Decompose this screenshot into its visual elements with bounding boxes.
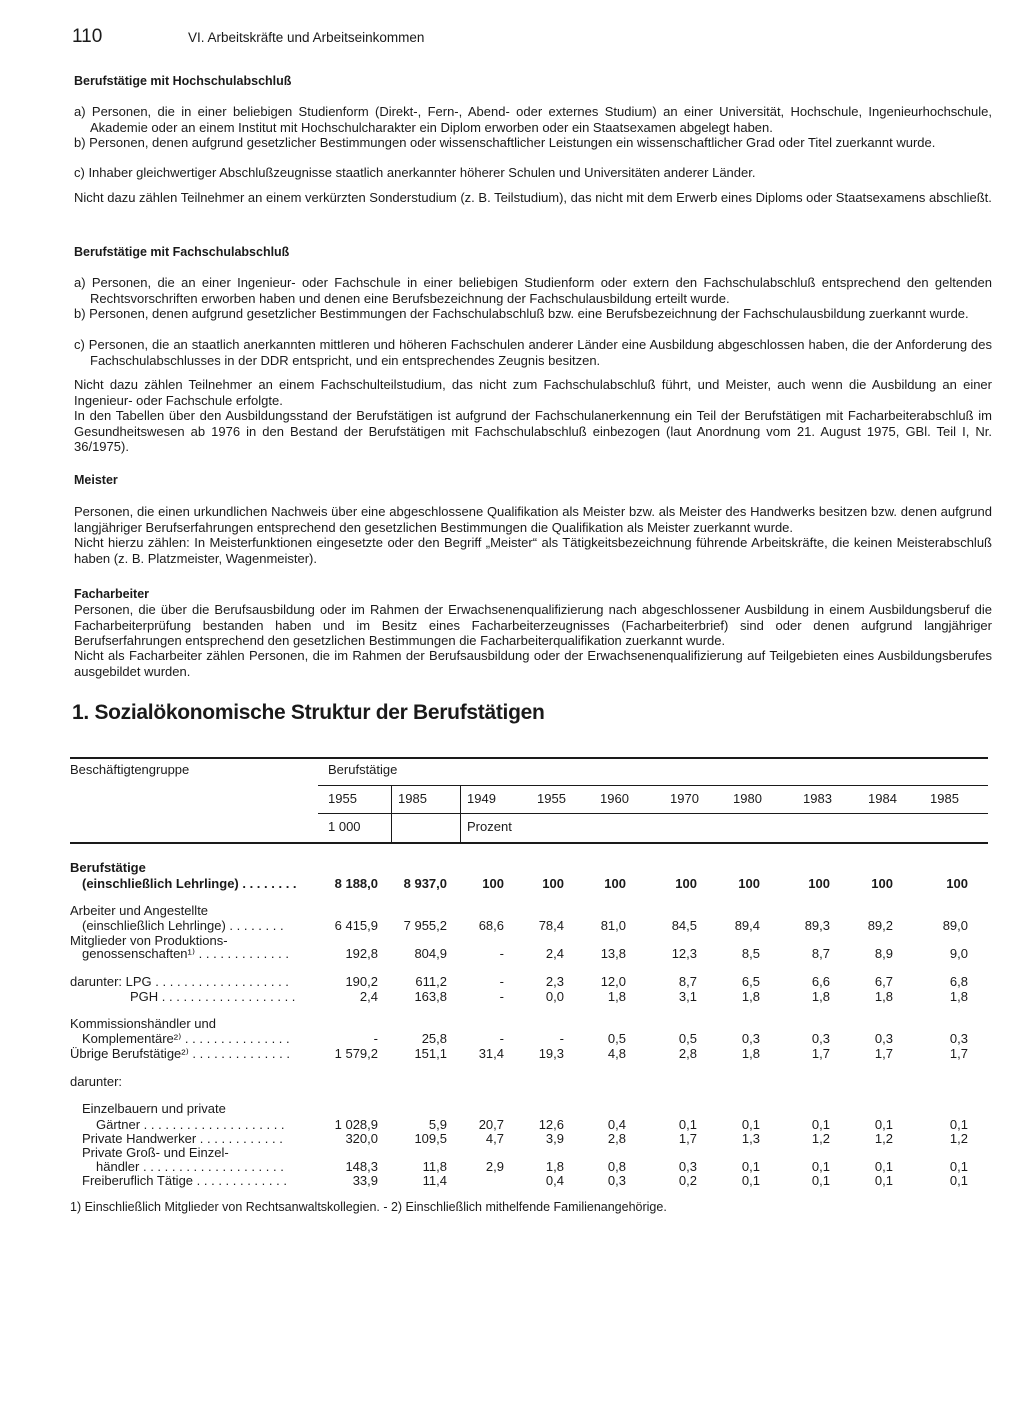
table-cell: 2,3 <box>545 974 564 989</box>
fachschule-note-2: In den Tabellen über den Ausbildungsstand der Berufstätigen ist aufgrund der Fachschulanerkennung ein Teil der Berufstätigen mit Facharbeiterabschluß im Gesundheitswesen ab 1976 in den Bestand der Berufstätigen mit Fachschulabschluß einbezogen (laut Anordnung vom 21. August 1975, GBl. Teil I, Nr. 36/1975). <box>74 408 992 454</box>
table-cell: 8,5 <box>741 946 760 961</box>
row-label-line1: Private Groß- und Einzel- <box>82 1145 229 1160</box>
table-cell: 1,7 <box>811 1046 830 1061</box>
year-header-3: 1955 <box>537 791 566 806</box>
table-cell: 4,7 <box>485 1131 504 1146</box>
table-year-rule <box>318 785 988 786</box>
table-cell: 804,9 <box>414 946 447 961</box>
table-cell: 100 <box>604 876 626 891</box>
table-cell: 0,1 <box>811 1159 830 1174</box>
table-cell: 0,0 <box>545 989 564 1004</box>
table-cell: 100 <box>946 876 968 891</box>
col-header-berufstaetige: Berufstätige <box>328 762 398 777</box>
table-cell: 0,3 <box>874 1031 893 1046</box>
year-header-9: 1985 <box>930 791 959 806</box>
table-top-rule <box>70 757 988 759</box>
row-label: Übrige Berufstätige²⁾ . . . . . . . . . . . . . . <box>70 1046 290 1061</box>
table-cell: 2,9 <box>485 1159 504 1174</box>
row-label: Gärtner . . . . . . . . . . . . . . . . . . . . <box>96 1117 285 1132</box>
table-cell: 1,2 <box>949 1131 968 1146</box>
table-cell: 148,3 <box>345 1159 378 1174</box>
row-label: darunter: <box>70 1074 123 1089</box>
table-cell: 0,8 <box>607 1159 626 1174</box>
year-header-5: 1970 <box>670 791 699 806</box>
table-cell: 8 937,0 <box>403 876 447 891</box>
table-cell: 12,3 <box>671 946 697 961</box>
table-cell: 1,8 <box>545 1159 564 1174</box>
unit-abs: 1 000 <box>328 819 361 834</box>
table-cell: 1,8 <box>741 1046 760 1061</box>
heading-facharbeiter: Facharbeiter <box>74 587 150 601</box>
table-cell: 8,9 <box>874 946 893 961</box>
table-cell: 1,2 <box>874 1131 893 1146</box>
table-cell: - <box>559 1031 564 1046</box>
table-cell: 611,2 <box>415 974 447 989</box>
heading-meister: Meister <box>74 473 118 487</box>
table-cell: 1,8 <box>607 989 626 1004</box>
table-cell: - <box>499 974 504 989</box>
table-cell: 25,8 <box>421 1031 447 1046</box>
table-cell: 5,9 <box>428 1117 447 1132</box>
hochschule-note: Nicht dazu zählen Teilnehmer an einem verkürzten Sonderstudium (z. B. Teilstudium), das nicht mit dem Erwerb eines Diploms oder Staatsexamens abschließt. <box>74 190 992 205</box>
table-cell: 78,4 <box>538 918 564 933</box>
table-cell: 163,8 <box>414 989 447 1004</box>
meister-p2: Nicht hierzu zählen: In Meisterfunktionen eingesetzte oder den Begriff „Meister“ als Tätigkeitsbezeichnung führende Arbeitskräfte, die keinen Meisterabschluß haben (z. B. Platzmeister, Wagenmeister). <box>74 535 992 566</box>
table-cell: 100 <box>482 876 504 891</box>
col-group-label: Beschäftigtengruppe <box>70 762 190 777</box>
row-label: (einschließlich Lehrlinge) . . . . . . . . <box>82 918 284 933</box>
col-divider-1985 <box>391 786 392 842</box>
fachschule-item-a: a) Personen, die an einer Ingenieur- oder Fachschule in einer beliebigen Studienform oder extern den Fachschulabschluß entsprechend den geltenden Rechtsvorschriften erworben haben und denen eine Berufsbezeichnung der Fachschulausbildung erteilt wurde. <box>74 275 992 306</box>
chapter-title: VI. Arbeitskräfte und Arbeitseinkommen <box>188 30 425 45</box>
table-cell: 1,8 <box>949 989 968 1004</box>
fachschule-item-c: c) Personen, die an staatlich anerkannten mittleren und höheren Fachschulen anderer Länder eine Ausbildung abgeschlossen haben, die der Anforderung des Fachschulabschlusses in der DDR entspricht, und ein entsprechendes Zeugnis besitzen. <box>74 337 992 368</box>
table-cell: 0,1 <box>874 1173 893 1188</box>
table-cell: 89,0 <box>942 918 968 933</box>
table-cell: 31,4 <box>478 1046 504 1061</box>
table-cell: 20,7 <box>478 1117 504 1132</box>
table-cell: 109,5 <box>414 1131 447 1146</box>
table-cell: 100 <box>542 876 564 891</box>
table-cell: 0,1 <box>949 1159 968 1174</box>
table-cell: 0,1 <box>874 1159 893 1174</box>
table-cell: 0,3 <box>949 1031 968 1046</box>
table-unit-rule <box>318 813 988 814</box>
table-cell: 12,0 <box>600 974 626 989</box>
table-cell: 0,1 <box>949 1173 968 1188</box>
heading-hochschule: Berufstätige mit Hochschulabschluß <box>74 74 292 88</box>
table-cell: 19,3 <box>538 1046 564 1061</box>
table-cell: 0,4 <box>607 1117 626 1132</box>
unit-pct: Prozent <box>467 819 512 834</box>
table-cell: 1,7 <box>874 1046 893 1061</box>
table-cell: - <box>499 1031 504 1046</box>
table-cell: 2,8 <box>678 1046 697 1061</box>
table-cell: 12,6 <box>538 1117 564 1132</box>
table-cell: 84,5 <box>671 918 697 933</box>
facharbeiter-p2: Nicht als Facharbeiter zählen Personen, die im Rahmen der Berufsausbildung oder der Erwachsenenqualifizierung auf Teilgebieten eines Ausbildungsberufes ausgebildet wurden. <box>74 648 992 679</box>
table-cell: 8,7 <box>678 974 697 989</box>
table-cell: 0,4 <box>545 1173 564 1188</box>
page-number: 110 <box>72 26 103 47</box>
table-cell: 81,0 <box>600 918 626 933</box>
table-cell: 1,7 <box>949 1046 968 1061</box>
table-title: 1. Sozialökonomische Struktur der Berufstätigen <box>72 701 545 724</box>
table-cell: 3,1 <box>678 989 697 1004</box>
year-header-8: 1984 <box>868 791 897 806</box>
table-cell: 1 028,9 <box>334 1117 378 1132</box>
table-cell: 0,5 <box>607 1031 626 1046</box>
facharbeiter-p1: Personen, die über die Berufsausbildung oder im Rahmen der Erwachsenenqualifizierung nach abgeschlossener Ausbildung in einem Ausbildungsberuf die Facharbeiterprüfung bestanden haben und im Besitz eines Facharbeiterzeugnisses (Facharbeiterbrief) sind oder denen aufgrund langjähriger Berufserfahrungen entsprechend den gesetzlichen Bestimmungen die Facharbeiterqualifikation zuerkannt wurde. <box>74 602 992 648</box>
table-cell: 9,0 <box>949 946 968 961</box>
table-cell: 0,3 <box>741 1031 760 1046</box>
table-cell: 0,3 <box>811 1031 830 1046</box>
table-cell: 2,4 <box>359 989 378 1004</box>
table-cell: 1,7 <box>678 1131 697 1146</box>
table-cell: 1,2 <box>811 1131 830 1146</box>
table-cell: 0,1 <box>678 1117 697 1132</box>
table-cell: 6,6 <box>811 974 830 989</box>
row-label: (einschließlich Lehrlinge) . . . . . . . . <box>82 876 297 891</box>
table-cell: 0,1 <box>811 1117 830 1132</box>
table-cell: - <box>499 989 504 1004</box>
table-cell: 68,6 <box>478 918 504 933</box>
table-cell: 1 579,2 <box>334 1046 378 1061</box>
row-label-line1: Arbeiter und Angestellte <box>70 903 209 918</box>
table-cell: 0,5 <box>678 1031 697 1046</box>
table-cell: 320,0 <box>345 1131 378 1146</box>
year-header-1: 1985 <box>398 791 427 806</box>
table-cell: 6,7 <box>874 974 893 989</box>
table-cell: 0,3 <box>607 1173 626 1188</box>
table-footnote: 1) Einschließlich Mitglieder von Rechtsanwaltskollegien. - 2) Einschließlich mithelfende Familienangehörige. <box>70 1200 667 1214</box>
hochschule-item-a: a) Personen, die in einer beliebigen Studienform (Direkt-, Fern-, Abend- oder externes Studium) an einer Universität, Hochschule, Ingenieurhochschule, Akademie oder an einem Institut mit Hochschulcharakter ein Diplom erworben oder ein Staatsexamen abgelegt haben. <box>74 104 992 135</box>
col-divider-pct <box>460 786 461 842</box>
table-cell: 1,3 <box>741 1131 760 1146</box>
year-header-0: 1955 <box>328 791 357 806</box>
hochschule-item-c: c) Inhaber gleichwertiger Abschlußzeugnisse staatlich anerkannter höherer Schulen und Universitäten anderer Länder. <box>74 165 756 180</box>
table-cell: 0,1 <box>874 1117 893 1132</box>
year-header-4: 1960 <box>600 791 629 806</box>
table-cell: - <box>373 1031 378 1046</box>
table-cell: 0,1 <box>741 1173 760 1188</box>
table-cell: 100 <box>675 876 697 891</box>
table-cell: 6,5 <box>741 974 760 989</box>
table-cell: 6,8 <box>949 974 968 989</box>
row-label-line1: Mitglieder von Produktions- <box>70 933 228 948</box>
row-label-line1: Kommissionshändler und <box>70 1016 216 1031</box>
heading-fachschule: Berufstätige mit Fachschulabschluß <box>74 245 290 259</box>
table-cell: 2,8 <box>607 1131 626 1146</box>
row-label: darunter: LPG . . . . . . . . . . . . . . . . . . . <box>70 974 289 989</box>
table-cell: 0,1 <box>811 1173 830 1188</box>
table-cell: 3,9 <box>545 1131 564 1146</box>
row-label: händler . . . . . . . . . . . . . . . . . . . . <box>96 1159 284 1174</box>
table-cell: 13,8 <box>600 946 626 961</box>
table-cell: 4,8 <box>607 1046 626 1061</box>
table-cell: 151,1 <box>414 1046 447 1061</box>
table-cell: 100 <box>808 876 830 891</box>
table-cell: 0,1 <box>949 1117 968 1132</box>
table-cell: 7 955,2 <box>403 918 447 933</box>
row-label: Komplementäre²⁾ . . . . . . . . . . . . . . . <box>82 1031 290 1046</box>
row-label: Private Handwerker . . . . . . . . . . . . <box>82 1131 283 1146</box>
year-header-7: 1983 <box>803 791 832 806</box>
year-header-6: 1980 <box>733 791 762 806</box>
table-cell: 33,9 <box>352 1173 378 1188</box>
row-label: PGH . . . . . . . . . . . . . . . . . . . <box>130 989 296 1004</box>
row-label: genossenschaften¹⁾ . . . . . . . . . . . . . <box>82 946 289 961</box>
meister-p1: Personen, die einen urkundlichen Nachweis über eine abgeschlossene Qualifikation als Meister bzw. als Meister des Handwerks besitzen bzw. denen aufgrund langjähriger Berufserfahrungen entsprechend den gesetzlichen Bestimmungen die Qualifikation als Meister zuerkannt wurde. <box>74 504 992 535</box>
table-cell: 11,8 <box>422 1159 447 1174</box>
table-cell: 0,1 <box>741 1117 760 1132</box>
table-cell: 2,4 <box>545 946 564 961</box>
row-label-line1: Einzelbauern und private <box>82 1101 226 1116</box>
table-cell: 8 188,0 <box>334 876 378 891</box>
row-label: Freiberuflich Tätige . . . . . . . . . . . . . <box>82 1173 287 1188</box>
table-cell: 190,2 <box>345 974 378 989</box>
table-cell: 192,8 <box>345 946 378 961</box>
table-cell: 100 <box>738 876 760 891</box>
table-cell: 8,7 <box>811 946 830 961</box>
table-cell: 0,1 <box>741 1159 760 1174</box>
table-cell: 0,3 <box>678 1159 697 1174</box>
table-cell: 11,4 <box>422 1173 447 1188</box>
table-cell: 89,3 <box>804 918 830 933</box>
table-header-bottom-rule <box>70 842 988 844</box>
table-cell: 1,8 <box>811 989 830 1004</box>
row-label-line1: Berufstätige <box>70 860 146 875</box>
fachschule-item-b: b) Personen, denen aufgrund gesetzlicher Bestimmungen der Fachschulabschluß bzw. eine Berufsbezeichnung der Fachschulausbildung zuerkannt wurde. <box>74 306 969 321</box>
year-header-2: 1949 <box>467 791 496 806</box>
hochschule-item-b: b) Personen, denen aufgrund gesetzlicher Bestimmungen oder wissenschaftlicher Leistungen ein wissenschaftlicher Grad oder Titel zuerkannt wurde. <box>74 135 936 150</box>
table-cell: 1,8 <box>874 989 893 1004</box>
table-cell: - <box>499 946 504 961</box>
table-cell: 100 <box>871 876 893 891</box>
table-cell: 0,2 <box>678 1173 697 1188</box>
table-cell: 6 415,9 <box>334 918 378 933</box>
table-cell: 89,4 <box>734 918 760 933</box>
table-cell: 1,8 <box>741 989 760 1004</box>
fachschule-note-1: Nicht dazu zählen Teilnehmer an einem Fachschulteilstudium, das nicht zum Fachschulabschluß führt, und Meister, auch wenn die Ausbildung an einer Ingenieur- oder Fachschule erfolgte. <box>74 377 992 408</box>
table-cell: 89,2 <box>867 918 893 933</box>
